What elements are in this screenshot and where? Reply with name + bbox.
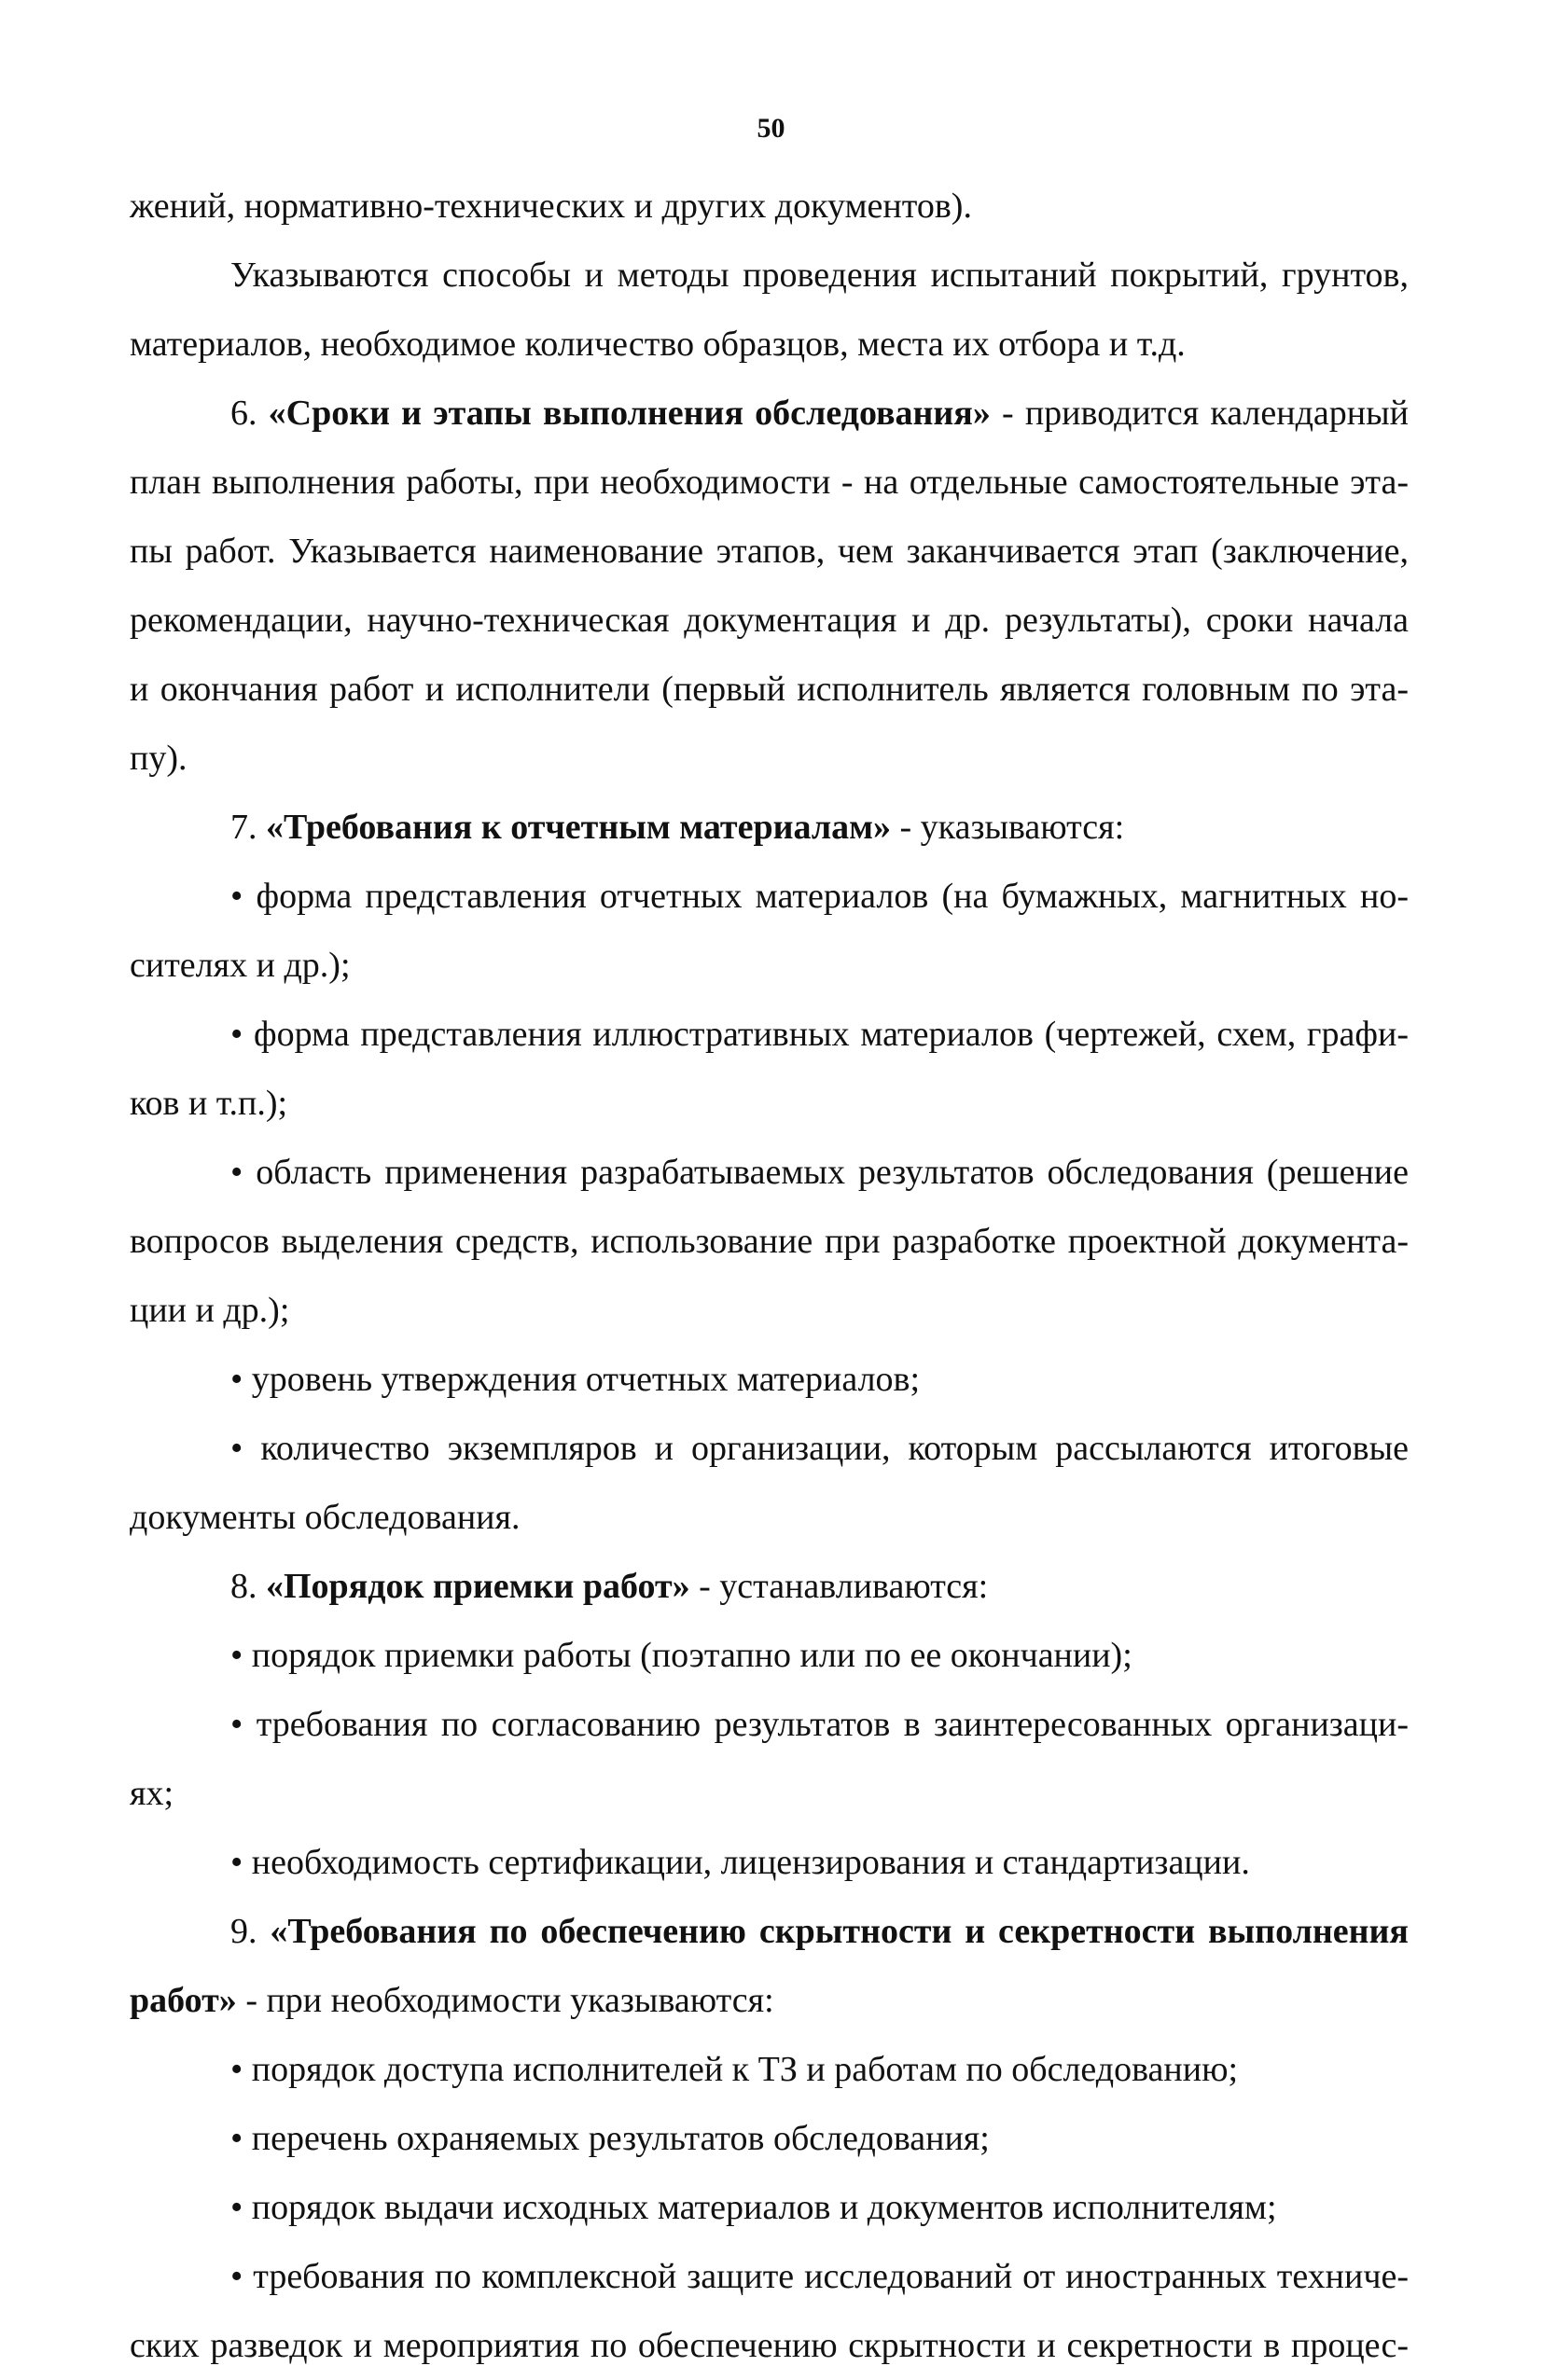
text-line: план выполнения работы, при необходимости - на отдельные самостоятельные эта- — [130, 463, 1409, 502]
bullet-line: • требования по согласованию результатов в заинтересованных организаци- — [230, 1705, 1409, 1744]
text-line: и окончания работ и исполнители (первый исполнитель является головным по эта- — [130, 670, 1409, 709]
text-line: вопросов выделения средств, использование при разработке проектной документа- — [130, 1222, 1409, 1261]
bullet-line: • форма представления отчетных материалов (на бумажных, магнитных но- — [230, 877, 1409, 916]
section-number: 8. — [230, 1567, 257, 1606]
section-lead: - указываются: — [891, 808, 1125, 847]
text-line: сителях и др.); — [130, 946, 351, 985]
bullet-line: • требования по комплексной защите исследований от иностранных техниче- — [230, 2257, 1409, 2296]
section-title: «Порядок приемки работ» — [266, 1567, 690, 1606]
section-title: «Требования по обеспечению скрытности и секретности выполнения — [270, 1912, 1409, 1951]
bullet-line: • количество экземпляров и организации, которым рассылаются итоговые — [230, 1429, 1409, 1468]
page-number: 50 — [757, 113, 785, 144]
section-number: 9. — [230, 1912, 257, 1951]
section-title: «Требования к отчетным материалам» — [266, 808, 892, 847]
text-line: Указываются способы и методы проведения испытаний покрытий, грунтов, — [230, 256, 1409, 295]
section-number: 6. — [230, 394, 257, 433]
bullet-line: • необходимость сертификации, лицензирования и стандартизации. — [230, 1843, 1250, 1882]
section-heading-line — [130, 793, 1409, 862]
section-number: 7. — [230, 808, 257, 847]
section-lead: - при необходимости указываются: — [236, 1981, 774, 2020]
section-title: «Сроки и этапы выполнения обследования» — [268, 394, 991, 433]
bullet-line: • форма представления иллюстративных материалов (чертежей, схем, графи- — [230, 1015, 1409, 1054]
text-line: документы обследования. — [130, 1498, 521, 1537]
section-heading-line — [130, 1966, 1409, 2035]
text-line: жений, нормативно-технических и других документов). — [130, 187, 972, 226]
text-line: ских разведок и мероприятия по обеспечению скрытности и секретности в процес- — [130, 2326, 1409, 2365]
section-title: работ» — [130, 1981, 237, 2020]
text-line: пы работ. Указывается наименование этапов, чем заканчивается этап (заключение, — [130, 532, 1409, 571]
section-heading-line — [130, 1897, 1409, 1966]
section-lead: - устанавливаются: — [689, 1567, 989, 1606]
text-line: ях; — [130, 1774, 174, 1813]
text-line: пу). — [130, 739, 188, 778]
section-heading-line — [130, 1552, 1409, 1621]
text-line: материалов, необходимое количество образцов, места их отбора и т.д. — [130, 325, 1186, 364]
bullet-line: • область применения разрабатываемых результатов обследования (решение — [230, 1153, 1409, 1192]
bullet-line: • порядок приемки работы (поэтапно или по ее окончании); — [230, 1636, 1132, 1675]
document-body — [130, 172, 1409, 2380]
bullet-line: • перечень охраняемых результатов обследования; — [230, 2119, 990, 2158]
section-heading-line — [130, 379, 1409, 448]
bullet-line: • порядок выдачи исходных материалов и документов исполнителям; — [230, 2188, 1277, 2227]
text-line: ции и др.); — [130, 1291, 290, 1330]
section-lead: - приводится календарный — [990, 394, 1409, 433]
bullet-line: • порядок доступа исполнителей к ТЗ и работам по обследованию; — [230, 2050, 1239, 2089]
bullet-line: • уровень утверждения отчетных материалов; — [230, 1360, 921, 1399]
text-line: ков и т.п.); — [130, 1084, 288, 1123]
text-line: рекомендации, научно-техническая документация и др. результаты), сроки начала — [130, 601, 1409, 640]
